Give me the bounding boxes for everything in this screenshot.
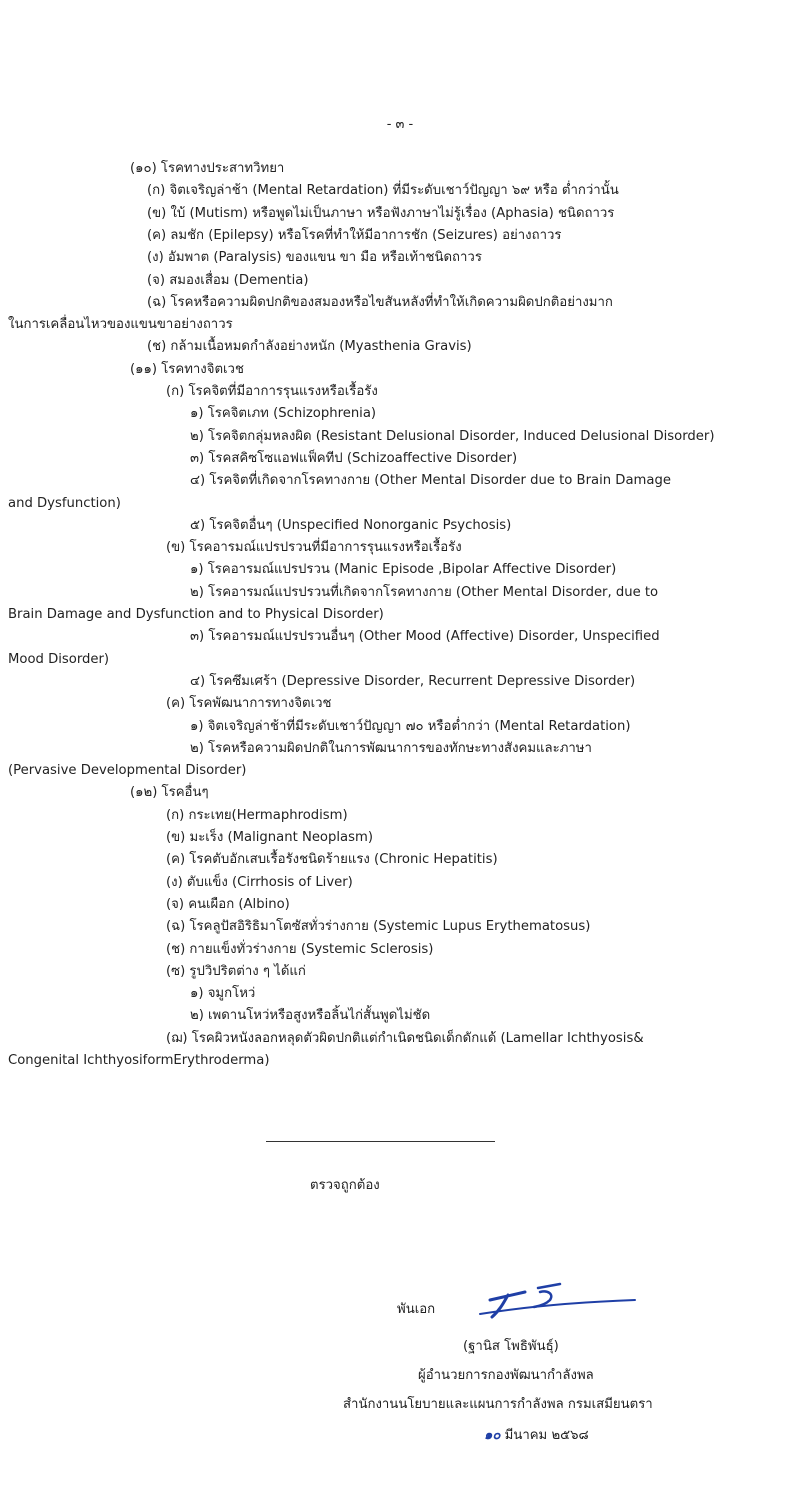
signer-rank: พันเอก bbox=[397, 1302, 436, 1317]
date-month-year: มีนาคม ๒๕๖๘ bbox=[504, 1428, 589, 1443]
text-line: (ข) มะเร็ง (Malignant Neoplasm) bbox=[166, 830, 373, 845]
text-line: (ง) อัมพาต (Paralysis) ของแขน ขา มือ หรือเท้าชนิดถาวร bbox=[147, 250, 482, 266]
text-line: (Pervasive Developmental Disorder) bbox=[8, 763, 247, 779]
text-line: (ข) ใบ้ (Mutism) หรือพูดไม่เป็นภาษา หรือฟังภาษาไม่รู้เรื่อง (Aphasia) ชนิดถาวร bbox=[147, 205, 615, 221]
text-line: Congenital IchthyosiformErythroderma) bbox=[8, 1053, 270, 1068]
signer-organization: สำนักงานนโยบายและแผนการกำลังพล กรมเสมียนตรา bbox=[343, 1397, 653, 1412]
text-line: (ค) ลมชัก (Epilepsy) หรือโรคที่ทำให้มีอาการชัก (Seizures) อย่างถาวร bbox=[147, 227, 562, 243]
text-line: (ฉ) โรคลูปัสอิริธิมาโตซัสทั่วร่างกาย (Systemic Lupus Erythematosus) bbox=[166, 919, 591, 935]
text-line: Mood Disorder) bbox=[8, 651, 110, 667]
text-line: (๑๑) โรคทางจิตเวช bbox=[130, 361, 244, 377]
date-day: ๑๐ bbox=[484, 1428, 501, 1443]
text-line: ๔) โรคซึมเศร้า (Depressive Disorder, Recurrent Depressive Disorder) bbox=[190, 673, 636, 689]
text-line: and Dysfunction) bbox=[8, 495, 121, 511]
text-line: (ซ) รูปวิปริตต่าง ๆ ได้แก่ bbox=[166, 963, 306, 979]
text-line: Brain Damage and Dysfunction and to Physical Disorder) bbox=[8, 607, 384, 622]
document-date bbox=[484, 1424, 589, 1445]
text-line: ๑) จิตเจริญล่าช้าที่มีระดับเชาว์ปัญญา ๗๐ หรือต่ำกว่า (Mental Retardation) bbox=[190, 718, 631, 734]
text-line: (ก) กระเทย(Hermaphrodism) bbox=[166, 807, 348, 823]
text-line: (จ) สมองเสื่อม (Dementia) bbox=[147, 272, 309, 288]
text-line: (ง) ตับแข็ง (Cirrhosis of Liver) bbox=[166, 874, 353, 890]
text-line: (จ) คนเผือก (Albino) bbox=[166, 896, 290, 912]
text-line: ๕) โรคจิตอื่นๆ (Unspecified Nonorganic Psychosis) bbox=[190, 517, 512, 533]
text-line: (ค) โรคตับอักเสบเรื้อรังชนิดร้ายแรง (Chronic Hepatitis) bbox=[166, 852, 498, 868]
text-line: (ฉ) โรคหรือความผิดปกติของสมองหรือไขสันหลังที่ทำให้เกิดความผิดปกติอย่างมาก bbox=[147, 294, 613, 310]
text-line: ๒) เพดานโหว่หรือสูงหรือลิ้นไก่สั้นพูดไม่ชัด bbox=[190, 1008, 431, 1024]
divider-line bbox=[266, 1141, 495, 1142]
text-line: (๑๐) โรคทางประสาทวิทยา bbox=[130, 161, 285, 176]
signer-name: (ฐานิส โพธิพันธุ์) bbox=[463, 1339, 559, 1354]
signer-position: ผู้อำนวยการกองพัฒนากำลังพล bbox=[418, 1368, 594, 1383]
text-line: ๓) โรคสคิซโซแอฟแฟ็คทีป (Schizoaffective Disorder) bbox=[190, 450, 518, 466]
signature-image bbox=[470, 1280, 640, 1320]
text-line: (ฌ) โรคผิวหนังลอกหลุดตัวผิดปกติแต่กำเนิดชนิดเด็กดักแด้ (Lamellar Ichthyosis& bbox=[166, 1030, 644, 1046]
text-line: ๑) โรคจิตเภท (Schizophrenia) bbox=[190, 406, 377, 422]
text-line: (ข) โรคอารมณ์แปรปรวนที่มีอาการรุนแรงหรือเรื้อรัง bbox=[166, 540, 462, 556]
text-line: (ก) โรคจิตที่มีอาการรุนแรงหรือเรื้อรัง bbox=[166, 384, 378, 399]
page-number: - ๓ - bbox=[386, 117, 414, 132]
text-line: (ค) โรคพัฒนาการทางจิตเวช bbox=[166, 696, 332, 712]
text-line: (๑๒) โรคอื่นๆ bbox=[130, 785, 209, 801]
text-line: ในการเคลื่อนไหวของแขนขาอย่างถาวร bbox=[8, 317, 233, 333]
text-line: ๔) โรคจิตที่เกิดจากโรคทางกาย (Other Mental Disorder due to Brain Damage bbox=[190, 473, 671, 489]
text-line: ๒) โรคจิตกลุ่มหลงผิด (Resistant Delusional Disorder, Induced Delusional Disorder) bbox=[190, 428, 715, 444]
text-line: ๓) โรคอารมณ์แปรปรวนอื่นๆ (Other Mood (Affective) Disorder, Unspecified bbox=[190, 629, 660, 645]
text-line: (ช) กล้ามเนื้อหมดกำลังอย่างหนัก (Myasthenia Gravis) bbox=[147, 339, 472, 355]
text-line: ๑) จมูกโหว่ bbox=[190, 986, 256, 1002]
text-line: ๑) โรคอารมณ์แปรปรวน (Manic Episode ,Bipolar Affective Disorder) bbox=[190, 562, 617, 578]
text-line: ๒) โรคหรือความผิดปกติในการพัฒนาการของทักษะทางสังคมและภาษา bbox=[190, 740, 592, 756]
text-line: (ก) จิตเจริญล่าช้า (Mental Retardation) ที่มีระดับเชาว์ปัญญา ๖๙ หรือ ต่ำกว่านั้น bbox=[147, 183, 619, 199]
text-line: ๒) โรคอารมณ์แปรปรวนที่เกิดจากโรคทางกาย (Other Mental Disorder, due to bbox=[190, 584, 659, 600]
text-line: (ช) กายแข็งทั่วร่างกาย (Systemic Sclerosis) bbox=[166, 941, 434, 957]
verification-text: ตรวจถูกต้อง bbox=[310, 1178, 380, 1193]
